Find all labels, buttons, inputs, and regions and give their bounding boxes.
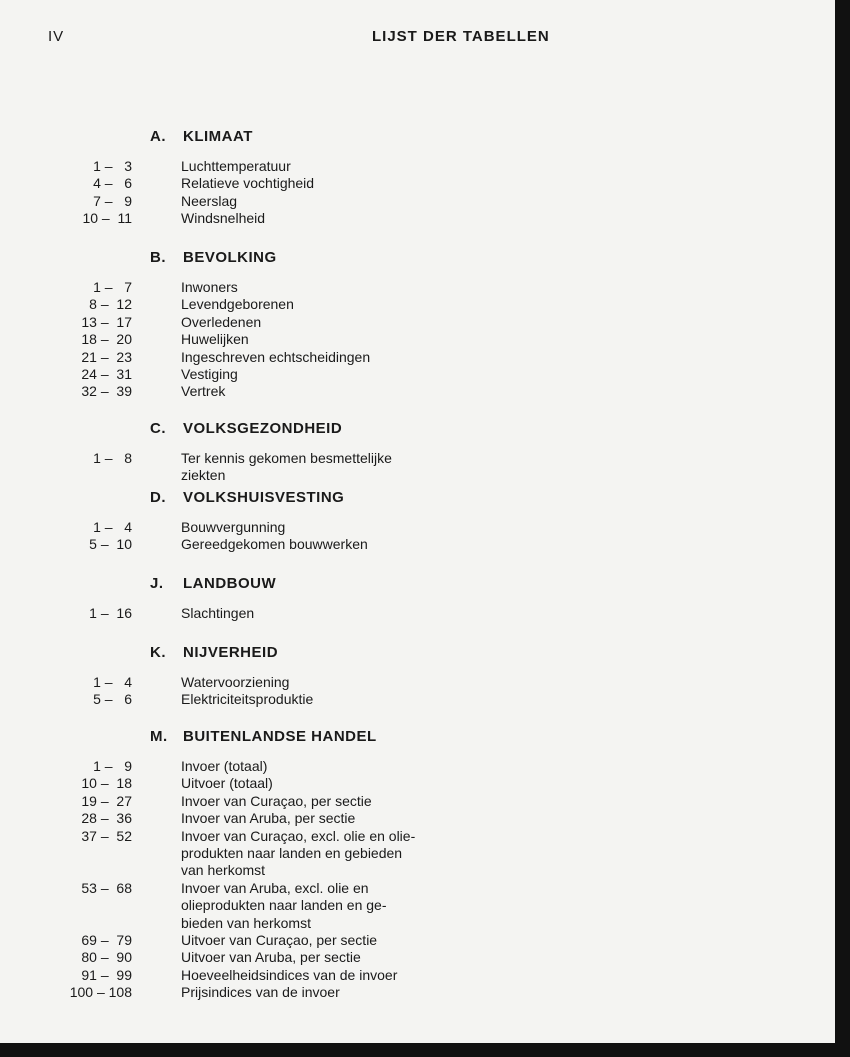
- table-entry: [60, 880, 460, 932]
- section-title: VOLKSHUISVESTING: [183, 489, 345, 506]
- section-heading: [60, 487, 460, 509]
- table-range: 21 – 23: [81, 348, 132, 365]
- table-title: Elektriciteitsproduktie: [181, 691, 314, 708]
- table-entry: [60, 758, 460, 775]
- table-range: 24 – 31: [81, 366, 132, 383]
- table-range: 91 – 99: [81, 966, 132, 983]
- section-title: NIJVERHEID: [183, 644, 279, 661]
- table-entry: [60, 450, 460, 485]
- table-entry: [60, 984, 460, 1001]
- table-title: Invoer van Curaçao, excl. olie en olie- produkten naar landen en gebieden van herkomst: [181, 827, 416, 879]
- table-title: Invoer van Curaçao, per sectie: [181, 792, 372, 809]
- section-title: VOLKSGEZONDHEID: [183, 420, 343, 437]
- table-range: 4 – 6: [93, 175, 132, 192]
- section-heading: [60, 642, 460, 664]
- table-title: Levendgeborenen: [181, 296, 294, 313]
- section-title: KLIMAAT: [183, 128, 253, 145]
- table-title: Bouwvergunning: [181, 519, 286, 535]
- table-entry: [60, 158, 460, 175]
- table-title: Ter kennis gekomen besmettelijke ziekten: [181, 450, 392, 484]
- table-range: 1 – 3: [93, 158, 132, 174]
- section-title: LANDBOUW: [183, 575, 277, 592]
- table-entry: [60, 775, 460, 792]
- page-number: IV: [48, 28, 65, 45]
- table-range: 5 – 6: [93, 691, 132, 708]
- table-entry: [60, 605, 460, 622]
- table-entry: [60, 949, 460, 966]
- table-title: Vestiging: [181, 366, 238, 383]
- table-title: Overledenen: [181, 313, 262, 330]
- table-entry: [60, 932, 460, 949]
- table-title: Luchttemperatuur: [181, 158, 291, 174]
- table-range: 19 – 27: [81, 792, 132, 809]
- table-title: Prijsindices van de invoer: [181, 984, 340, 1001]
- table-range: 80 – 90: [81, 949, 132, 966]
- section-heading: [60, 573, 460, 595]
- table-range: 13 – 17: [81, 313, 132, 330]
- table-title: Relatieve vochtigheid: [181, 175, 315, 192]
- section-title: BEVOLKING: [183, 249, 277, 266]
- section-heading: [60, 126, 460, 148]
- table-range: 10 – 18: [81, 775, 132, 792]
- section-b: [60, 247, 460, 401]
- table-entry: [60, 810, 460, 827]
- table-range: 1 – 4: [93, 674, 132, 690]
- table-entry: [60, 296, 460, 313]
- table-title: Uitvoer (totaal): [181, 775, 273, 792]
- section-d: [60, 487, 460, 554]
- table-range: 1 – 16: [89, 605, 132, 621]
- section-letter: B.: [150, 249, 166, 266]
- section-heading: [60, 726, 460, 748]
- table-title: Neerslag: [181, 192, 238, 209]
- table-title: Vertrek: [181, 383, 226, 400]
- table-range: 37 – 52: [81, 827, 132, 844]
- table-range: 1 – 8: [93, 450, 132, 466]
- table-entry: [60, 828, 460, 880]
- table-entry: [60, 967, 460, 984]
- section-m: [60, 726, 460, 1002]
- section-title: BUITENLANDSE HANDEL: [183, 728, 377, 745]
- table-title: Slachtingen: [181, 605, 255, 621]
- table-range: 10 – 11: [82, 210, 132, 227]
- table-title: Invoer (totaal): [181, 758, 268, 774]
- page-edge-shadow: [835, 0, 850, 1057]
- table-title: Invoer van Aruba, per sectie: [181, 810, 356, 827]
- table-title: Inwoners: [181, 279, 238, 295]
- table-range: 18 – 20: [81, 331, 132, 348]
- table-entry: [60, 366, 460, 383]
- table-title: Watervoorziening: [181, 674, 290, 690]
- page-bottom-edge: [0, 1043, 850, 1057]
- table-range: 5 – 10: [89, 536, 132, 553]
- table-entry: [60, 193, 460, 210]
- section-letter: M.: [150, 728, 168, 745]
- table-entry: [60, 691, 460, 708]
- section-heading: [60, 247, 460, 269]
- table-range: 1 – 4: [93, 519, 132, 535]
- table-entry: [60, 519, 460, 536]
- table-range: 100 – 108: [69, 984, 132, 1001]
- section-a: [60, 126, 460, 228]
- table-title: Uitvoer van Curaçao, per sectie: [181, 932, 378, 949]
- table-title: Huwelijken: [181, 331, 249, 348]
- section-heading: [60, 418, 460, 440]
- table-title: Ingeschreven echtscheidingen: [181, 348, 371, 365]
- table-range: 53 – 68: [81, 879, 132, 896]
- section-c: [60, 418, 460, 485]
- table-entry: [60, 793, 460, 810]
- table-title: Hoeveelheidsindices van de invoer: [181, 966, 398, 983]
- table-range: 1 – 9: [93, 758, 132, 774]
- table-title: Invoer van Aruba, excl. olie en olieprodukten naar landen en ge- bieden van herkomst: [181, 879, 387, 931]
- table-range: 28 – 36: [81, 810, 132, 827]
- table-range: 8 – 12: [89, 296, 132, 313]
- table-range: 32 – 39: [81, 383, 132, 400]
- table-title: Windsnelheid: [181, 210, 266, 227]
- table-entry: [60, 331, 460, 348]
- table-entry: [60, 349, 460, 366]
- section-letter: A.: [150, 128, 166, 145]
- section-letter: D.: [150, 489, 166, 506]
- section-letter: C.: [150, 420, 166, 437]
- table-entry: [60, 383, 460, 400]
- table-range: 1 – 7: [93, 279, 132, 295]
- table-entry: [60, 210, 460, 227]
- table-entry: [60, 279, 460, 296]
- section-letter: J.: [150, 575, 164, 592]
- page-title: LIJST DER TABELLEN: [372, 28, 550, 45]
- section-k: [60, 642, 460, 709]
- table-title: Gereedgekomen bouwwerken: [181, 536, 368, 553]
- table-title: Uitvoer van Aruba, per sectie: [181, 949, 361, 966]
- table-entry: [60, 314, 460, 331]
- section-letter: K.: [150, 644, 166, 661]
- table-entry: [60, 536, 460, 553]
- table-range: 69 – 79: [81, 932, 132, 949]
- table-entry: [60, 175, 460, 192]
- section-j: [60, 573, 460, 622]
- table-entry: [60, 674, 460, 691]
- table-range: 7 – 9: [93, 192, 132, 209]
